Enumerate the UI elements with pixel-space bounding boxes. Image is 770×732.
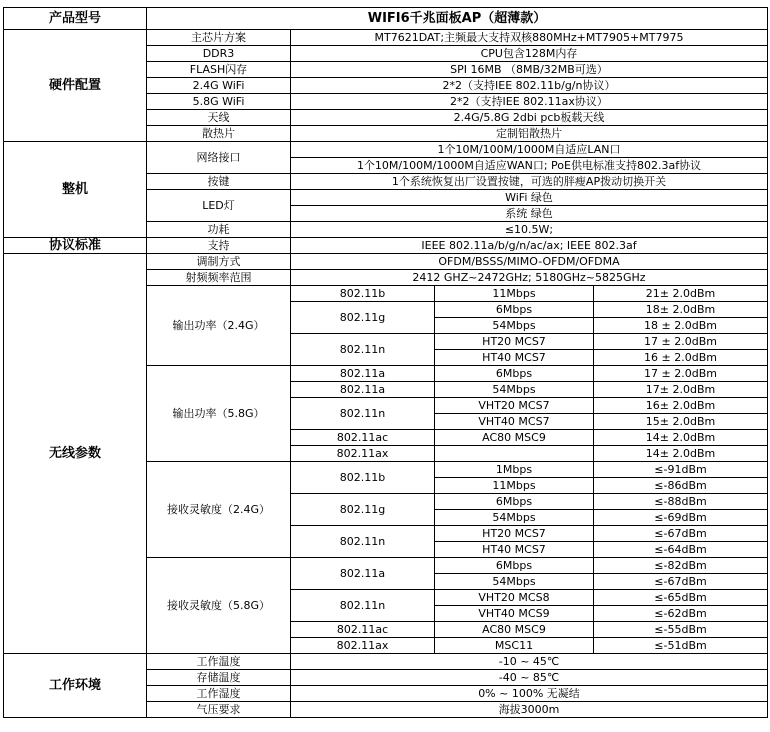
header-row [4,8,768,30]
spec-label: 散热片 [147,126,291,142]
spec-label: 网络接口 [147,142,291,174]
product-model-label: 产品型号 [4,8,147,30]
spec-label: 工作温度 [147,654,291,670]
mode-cell: 802.11g [291,494,435,526]
spec-value: 1个系统恢复出厂设置按键，可选的胖瘦AP拨动切换开关 [291,174,768,190]
wireless-row [4,254,768,270]
spec-value: 0% ~ 100% 无凝结 [291,686,768,702]
spec-value: SPI 16MB （8MB/32MB可选） [291,62,768,78]
hardware-row [4,30,768,46]
rate-cell: VHT40 MCS9 [435,606,594,622]
rate-cell: MSC11 [435,638,594,654]
value-cell: 15± 2.0dBm [594,414,768,430]
mode-cell: 802.11n [291,590,435,622]
mode-cell: 802.11n [291,398,435,430]
mode-cell: 802.11n [291,526,435,558]
mode-cell: 802.11a [291,366,435,382]
spec-value: 2*2（支持IEE 802.11b/g/n协议） [291,78,768,94]
mode-cell: 802.11a [291,558,435,590]
value-cell: 16 ± 2.0dBm [594,350,768,366]
rate-cell: VHT20 MCS7 [435,398,594,414]
value-cell: ≤-55dBm [594,622,768,638]
spec-value: CPU包含128M内存 [291,46,768,62]
mode-cell: 802.11a [291,382,435,398]
mode-cell: 802.11ax [291,446,435,462]
rate-cell: HT40 MCS7 [435,542,594,558]
rate-cell: 6Mbps [435,302,594,318]
value-cell: ≤-67dBm [594,574,768,590]
value-cell: 14± 2.0dBm [594,446,768,462]
rate-cell: HT20 MCS7 [435,526,594,542]
value-cell: ≤-69dBm [594,510,768,526]
value-cell: ≤-67dBm [594,526,768,542]
rate-cell: AC80 MSC9 [435,430,594,446]
rate-cell: 54Mbps [435,510,594,526]
spec-label: 存储温度 [147,670,291,686]
spec-label: 天线 [147,110,291,126]
spec-value: IEEE 802.11a/b/g/n/ac/ax; IEEE 802.3af [291,238,768,254]
mode-cell: 802.11ax [291,638,435,654]
category-machine: 整机 [4,142,147,238]
product-title: WIFI6千兆面板AP（超薄款） [147,8,768,30]
value-cell: 17± 2.0dBm [594,382,768,398]
rate-cell: HT20 MCS7 [435,334,594,350]
value-cell: ≤-86dBm [594,478,768,494]
value-cell: ≤-64dBm [594,542,768,558]
mode-cell: 802.11ac [291,430,435,446]
group-label: 输出功率（2.4G） [147,286,291,366]
spec-value: -40 ~ 85℃ [291,670,768,686]
protocol-row [4,238,768,254]
rate-cell: 11Mbps [435,478,594,494]
value-cell: 21± 2.0dBm [594,286,768,302]
value-cell: ≤-82dBm [594,558,768,574]
rate-cell: 54Mbps [435,382,594,398]
spec-value: 定制铝散热片 [291,126,768,142]
value-cell: 14± 2.0dBm [594,430,768,446]
spec-value: WiFi 绿色 [291,190,768,206]
spec-label: 5.8G WiFi [147,94,291,110]
rate-cell: HT40 MCS7 [435,350,594,366]
spec-value: OFDM/BSSS/MIMO-OFDM/OFDMA [291,254,768,270]
spec-label: 2.4G WiFi [147,78,291,94]
spec-value: 2412 GHZ~2472GHz; 5180GHz~5825GHz [291,270,768,286]
spec-label: 调制方式 [147,254,291,270]
value-cell: 17 ± 2.0dBm [594,366,768,382]
rate-cell: 6Mbps [435,494,594,510]
spec-table [3,7,768,718]
value-cell: 17 ± 2.0dBm [594,334,768,350]
mode-cell: 802.11b [291,462,435,494]
environment-row [4,654,768,670]
category-wireless: 无线参数 [4,254,147,654]
rate-cell: 11Mbps [435,286,594,302]
rate-cell [435,446,594,462]
spec-value: 2.4G/5.8G 2dbi pcb板载天线 [291,110,768,126]
rate-cell: 54Mbps [435,574,594,590]
mode-cell: 802.11ac [291,622,435,638]
value-cell: 16± 2.0dBm [594,398,768,414]
value-cell: 18± 2.0dBm [594,302,768,318]
category-hardware: 硬件配置 [4,30,147,142]
spec-label: 功耗 [147,222,291,238]
rate-cell: 6Mbps [435,558,594,574]
spec-label: DDR3 [147,46,291,62]
spec-label: 支持 [147,238,291,254]
group-label: 接收灵敏度（2.4G） [147,462,291,558]
rate-cell: 1Mbps [435,462,594,478]
mode-cell: 802.11b [291,286,435,302]
rate-cell: AC80 MSC9 [435,622,594,638]
value-cell: ≤-91dBm [594,462,768,478]
spec-value: 2*2（支持IEE 802.11ax协议） [291,94,768,110]
value-cell: 18 ± 2.0dBm [594,318,768,334]
spec-label: LED灯 [147,190,291,222]
spec-label: 射频频率范围 [147,270,291,286]
spec-value: ≤10.5W; [291,222,768,238]
category-environment: 工作环境 [4,654,147,718]
spec-label: 气压要求 [147,702,291,718]
rate-cell: VHT40 MCS7 [435,414,594,430]
rate-cell: 54Mbps [435,318,594,334]
spec-label: 按键 [147,174,291,190]
spec-value: MT7621DAT;主频最大支持双核880MHz+MT7905+MT7975 [291,30,768,46]
spec-value: 系统 绿色 [291,206,768,222]
spec-value: 1个10M/100M/1000M自适应LAN口 [291,142,768,158]
spec-value: 海拔3000m [291,702,768,718]
group-label: 输出功率（5.8G） [147,366,291,462]
mode-cell: 802.11g [291,302,435,334]
spec-label: 主芯片方案 [147,30,291,46]
rate-cell: 6Mbps [435,366,594,382]
value-cell: ≤-62dBm [594,606,768,622]
value-cell: ≤-88dBm [594,494,768,510]
value-cell: ≤-51dBm [594,638,768,654]
spec-label: 工作湿度 [147,686,291,702]
mode-cell: 802.11n [291,334,435,366]
value-cell: ≤-65dBm [594,590,768,606]
spec-value: 1个10M/100M/1000M自适应WAN口; PoE供电标准支持802.3af协议 [291,158,768,174]
machine-row [4,142,768,158]
group-label: 接收灵敏度（5.8G） [147,558,291,654]
rate-cell: VHT20 MCS8 [435,590,594,606]
spec-value: -10 ~ 45℃ [291,654,768,670]
category-protocol: 协议标准 [4,238,147,254]
spec-label: FLASH闪存 [147,62,291,78]
